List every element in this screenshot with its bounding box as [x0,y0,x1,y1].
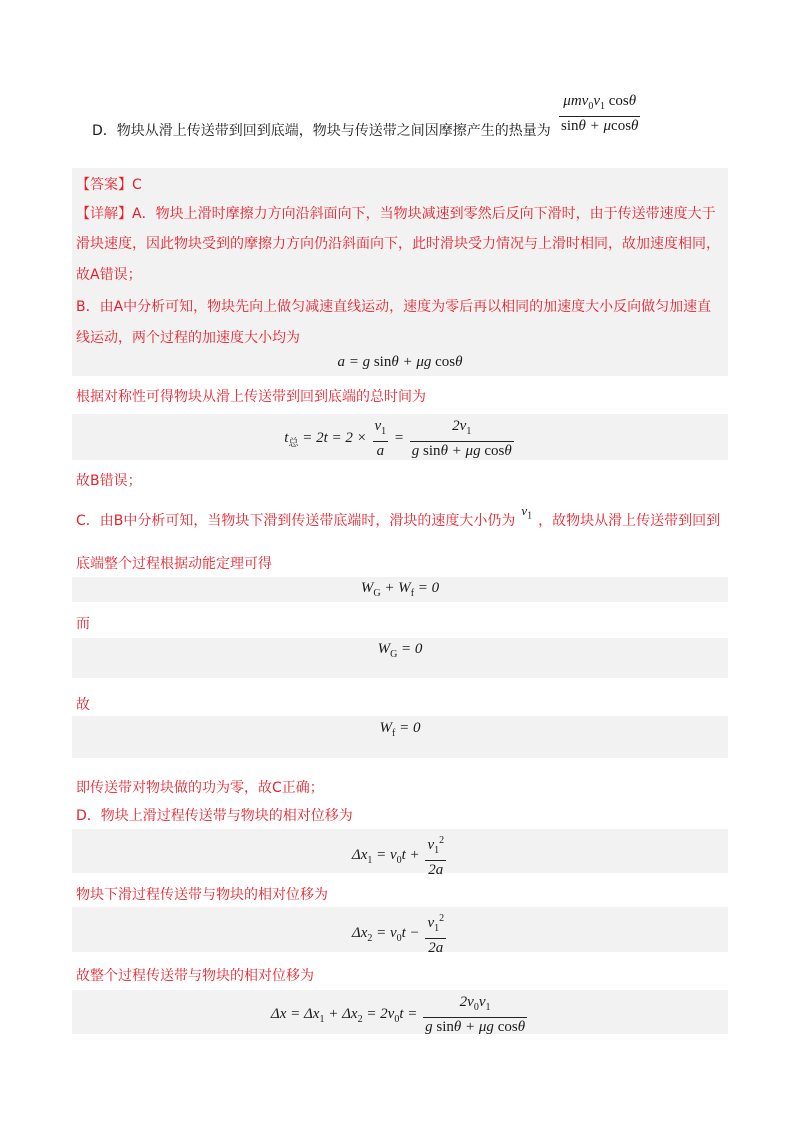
equation-total-time: $t_总 = 2t = 2$ × $\frac{v_1}{a}$ = $\frac{2v_1}{\text{g sinθ + μg cosθ}}$ [284,418,512,459]
detail-b-line1: B．由A中分析可知，物块先向上做匀减速直线运动，速度为零后再以相同的加速度大小反向做匀加速直 [76,299,712,315]
heat-numerator: $\mu mv_0v_1$ cosθ [559,92,640,117]
detail-b-line4: 故B错误； [76,473,142,489]
detail-c-line2: 底端整个过程根据动能定理可得 [76,556,272,572]
equation-work-sum: $W_G + W_f = 0$ [360,580,440,599]
option-d-text: D．物块从滑上传送带到回到底端，物块与传送带之间因摩擦产生的热量为 [92,123,551,139]
detail-a-line3: 故A错误； [76,267,142,283]
word-er: 而 [76,616,90,632]
answer-value: C [132,177,142,193]
detail-d-line3: 故整个过程传送带与物块的相对位移为 [76,968,314,984]
answer-line [76,174,142,194]
detail-a-line2: 滑块速度，因此物块受到的摩擦力方向仍沿斜面向下，此时滑块受力情况与上滑时相同，故加速度相同， [76,236,720,252]
detail-b-line2: 线运动，两个过程的加速度大小均为 [76,330,300,346]
equation-wf: $W_f = 0$ [379,720,421,739]
v1-symbol: $v_1$ [521,503,533,522]
heat-fraction [559,92,640,135]
equation-acceleration: a = g sinθ + μg cosθ [337,354,463,370]
equation-wg: $W_G = 0$ [377,641,423,660]
detail-b-line3: 根据对称性可得物块从滑上传送带到回到底端的总时间为 [76,389,426,405]
heat-denominator: sinθ + μcosθ [561,118,639,134]
equation-dx2: $\Delta x_2 = v_0t$ − $\frac{v_1^2}{2a}$ [0,910,800,957]
detail-a-line1: 【详解】A．物块上滑时摩擦力方向沿斜面向下，当物块减速到零然后反向下滑时，由于传送带速度大于 [76,206,716,222]
detail-d-line1: D．物块上滑过程传送带与物块的相对位移为 [76,808,353,824]
detail-c-line1: C．由B中分析可知，当物块下滑到传送带底端时，滑块的速度大小仍为$v_1$ ，故物块从滑上传送带到回到 [76,503,721,529]
answer-label: 【答案】 [76,177,132,193]
detail-label: 【详解】 [76,206,132,222]
option-d-formula [557,92,642,135]
word-gu: 故 [76,697,90,713]
detail-d-line2: 物块下滑过程传送带与物块的相对位移为 [76,887,328,903]
equation-dx: $\Delta x = \Delta x_1 + \Delta x_2 = 2v_0t$ = $\frac{2v_0v_1}{\text{g sinθ + μg cosθ}}$ [270,994,526,1035]
detail-c-line3: 即传送带对物块做的功为零，故C正确； [76,780,324,796]
equation-dx1: $\Delta x_1 = v_0t$ + $\frac{v_1^2}{2a}$ [0,832,800,879]
